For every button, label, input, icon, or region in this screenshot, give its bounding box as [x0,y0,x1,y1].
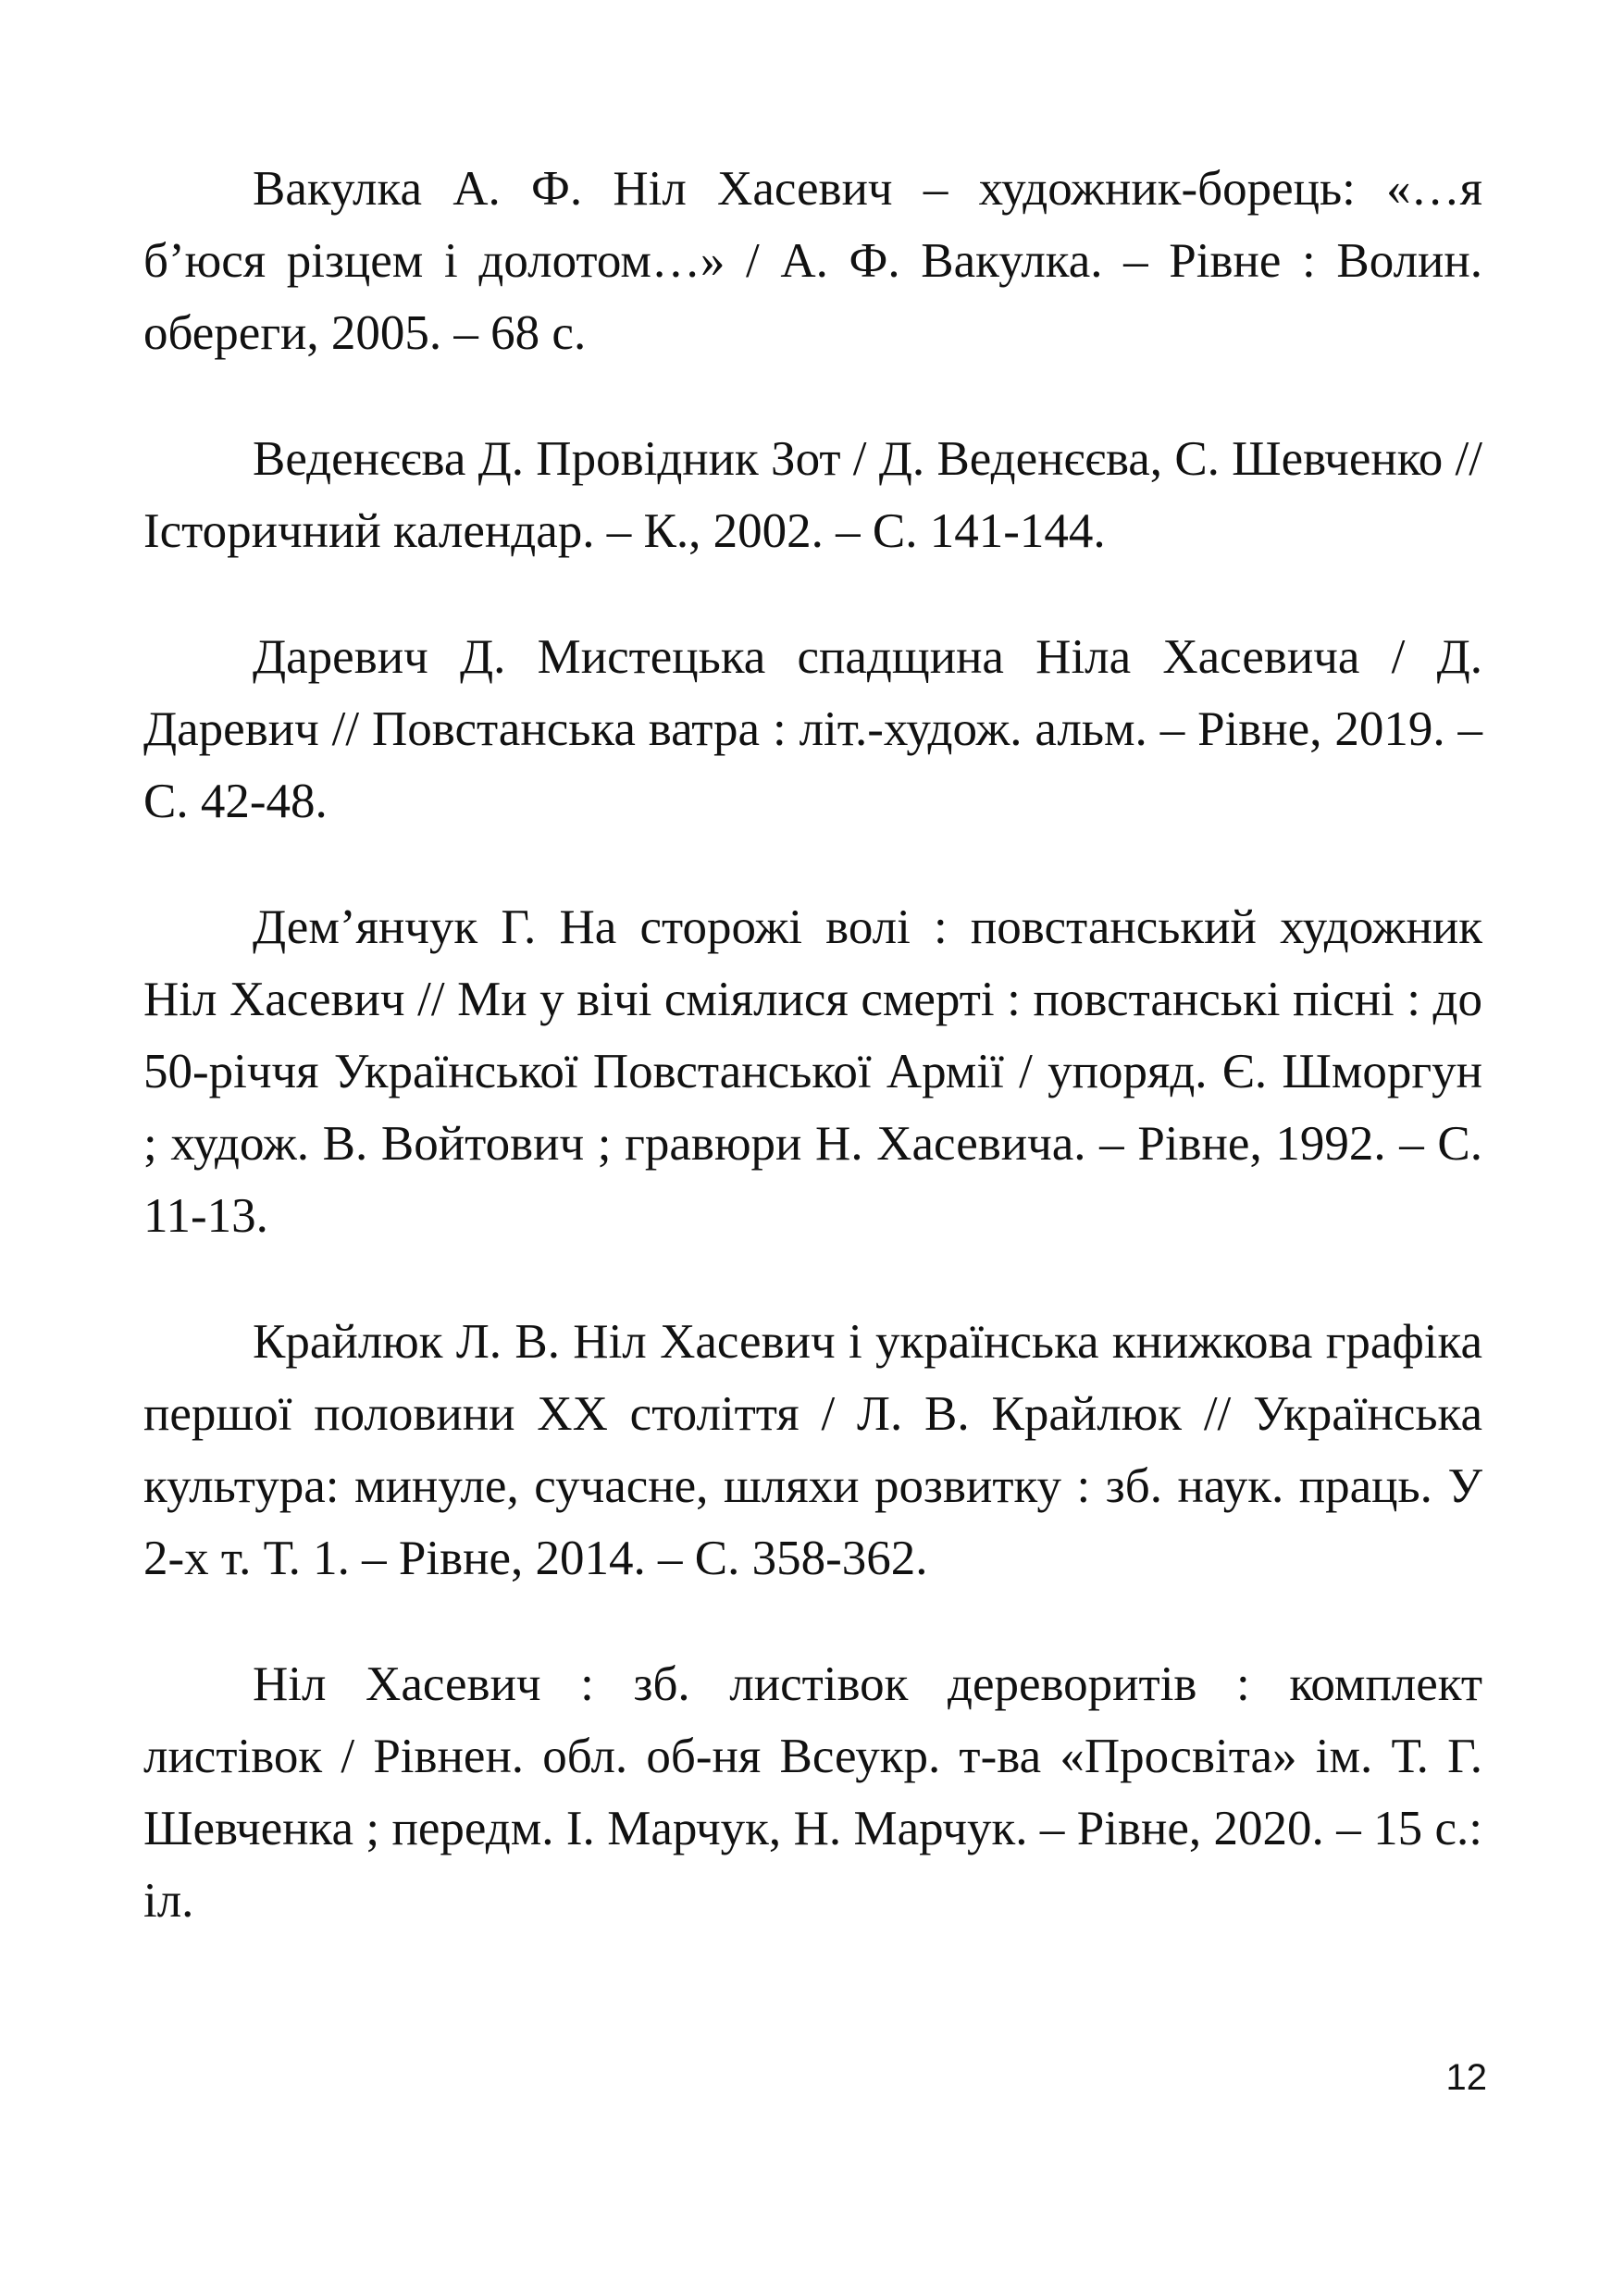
bibliography-entry: Дем’янчук Г. На сторожі волі : повстанський художник Ніл Хасевич // Ми у вічі сміялися смерті : повстанські пісні : до 50-річчя Української Повстанської Армії / упоряд. Є. Шморгун ; худож. В. Войтович ; гравюри Н. Хасевича. – Рівне, 1992. – С. 11-13. [143,900,1482,1243]
bibliography-entry: Даревич Д. Мистецька спадщина Ніла Хасевича / Д. Даревич // Повстанська ватра : літ.-худож. альм. – Рівне, 2019. – С. 42-48. [143,630,1482,828]
bibliography-entry: Ніл Хасевич : зб. листівок дереворитів : комплект листівок / Рівнен. обл. об-ня Всеукр. т-ва «Просвіта» ім. Т. Г. Шевченка ; передм. І. Марчук, Н. Марчук. – Рівне, 2020. – 15 с.: іл. [143,1657,1482,1928]
bibliography-entry: Вакулка А. Ф. Ніл Хасевич – художник-борець: «…я б’юся різцем і долотом…» / А. Ф. Вакулка. – Рівне : Волин. обереги, 2005. – 68 с. [143,162,1482,360]
page-number: 12 [1445,2057,1487,2098]
bibliography-list [143,153,1482,1991]
bibliography-entry: Крайлюк Л. В. Ніл Хасевич і українська книжкова графіка першої половини ХХ століття / Л. В. Крайлюк // Українська культура: минуле, сучасне, шляхи розвитку : зб. наук. праць. У 2-х т. Т. 1. – Рівне, 2014. – С. 358-362. [143,1315,1482,1585]
bibliography-entry: Веденєєва Д. Провідник Зот / Д. Веденєєва, С. Шевченко // Історичний календар. – К., 2002. – С. 141-144. [143,432,1482,558]
